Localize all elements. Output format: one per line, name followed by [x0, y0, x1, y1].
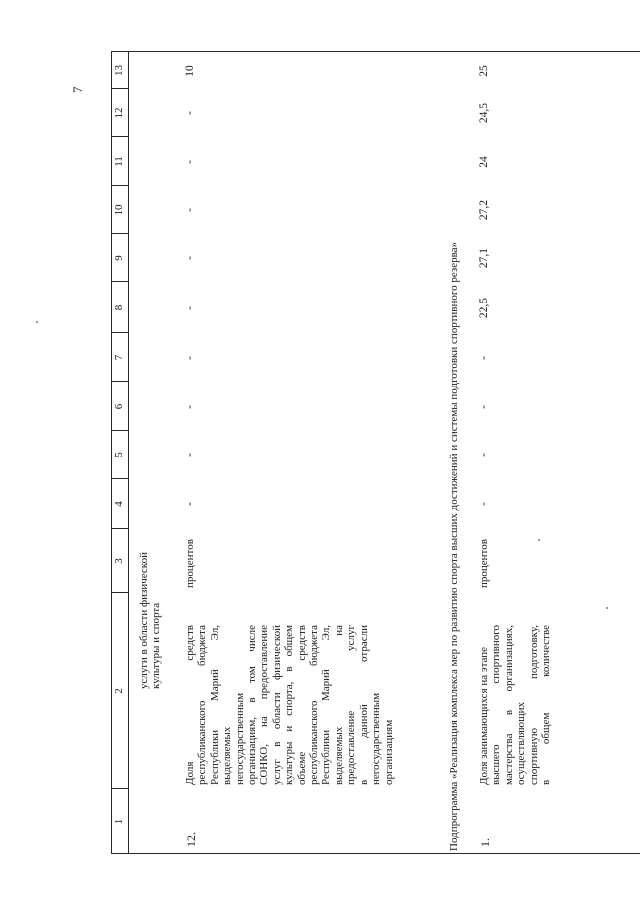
indicator-line: спортивную подготовку,: [527, 625, 540, 785]
indicator-line: предоставление услуг: [345, 625, 358, 785]
value-cell: -: [184, 502, 196, 506]
table-header-cell: 13: [113, 65, 125, 76]
indicator-line: высшего спортивного: [490, 625, 503, 785]
row-1-indicator: [478, 625, 552, 785]
indicator-line: организациям: [382, 719, 395, 785]
value-cell: -: [184, 405, 196, 409]
scan-speck: [538, 539, 540, 541]
value-cell: -: [478, 356, 490, 360]
value-cell: -: [184, 453, 196, 457]
table-header-cell: 6: [113, 403, 125, 410]
table-header-cell: 7: [113, 354, 125, 361]
row-12-number: 12.: [184, 832, 198, 847]
value-cell: -: [478, 502, 490, 506]
value-cell: -: [184, 111, 196, 115]
value-cell: 10: [184, 65, 196, 77]
table-header-cell: 4: [113, 501, 125, 507]
table-header-cell: 12: [113, 107, 125, 119]
indicator-line: услуг в области физической: [270, 625, 283, 785]
indicator-line: Доля средств: [184, 625, 196, 785]
row-12-unit: процентов: [184, 539, 196, 588]
table-header-cell: 10: [113, 204, 125, 216]
value-cell: 27,1: [478, 247, 490, 269]
value-cell: 22,5: [478, 297, 490, 319]
indicator-line: Республики Марий Эл,: [320, 625, 333, 785]
table-header-cell: 3: [113, 558, 125, 564]
continued-text: [138, 489, 163, 689]
continued-line: культуры и спорта: [150, 602, 163, 689]
indicator-line: в данной отрасли: [357, 625, 370, 785]
row-12-indicator: [184, 625, 395, 785]
table-column-border: [111, 51, 640, 52]
value-cell: -: [478, 405, 490, 409]
indicator-line: выделяемых на: [332, 625, 345, 785]
indicator-line: Республики Марий Эл,: [208, 625, 221, 785]
table-header-cell: 8: [113, 304, 125, 311]
indicator-line: негосударственным: [370, 692, 383, 785]
table-header-bottom-border: [128, 52, 129, 854]
page-number: 7: [70, 86, 85, 93]
scan-speck: [606, 607, 608, 609]
indicator-line: осуществляющих: [515, 702, 528, 785]
table-header-cell: 11: [113, 156, 125, 167]
row-1-number: 1.: [478, 838, 492, 847]
value-cell: -: [184, 256, 196, 260]
table-header-cell: 1: [113, 818, 125, 825]
indicator-line: мастерства в организациях,: [502, 625, 515, 785]
indicator-line: выделяемых: [221, 726, 234, 785]
value-cell: -: [184, 356, 196, 360]
row-1-unit: процентов: [478, 539, 490, 588]
scan-speck: [36, 321, 38, 323]
indicator-line: республиканского бюджета: [196, 625, 209, 785]
value-cell: -: [478, 453, 490, 457]
table-header-cell: 5: [113, 452, 125, 458]
indicator-line: негосударственным: [233, 692, 246, 785]
value-cell: 25: [478, 65, 490, 77]
value-cell: -: [184, 208, 196, 212]
indicator-line: культуры и спорта, в общем: [283, 625, 296, 785]
indicator-line: республиканского бюджета: [308, 625, 321, 785]
value-cell: 27,2: [478, 199, 490, 221]
indicator-line: объеме средств: [295, 625, 308, 785]
table-column-border: [111, 853, 640, 854]
indicator-line: организациям, в том числе: [246, 625, 259, 785]
continued-line: услуги в области физической: [138, 552, 150, 689]
indicator-line: Доля занимающихся на этапе: [478, 646, 490, 785]
value-cell: -: [184, 160, 196, 164]
value-cell: 24: [478, 156, 490, 168]
value-cell: -: [184, 306, 196, 310]
table-header-cell: 2: [113, 688, 125, 694]
value-cell: 24,5: [478, 102, 490, 124]
table-header-cell: 9: [113, 255, 125, 261]
indicator-line: СОНКО, на предоставление: [258, 625, 271, 785]
subprogram-title: Подпрограмма «Реализация комплекса мер по развитию спорта высших достижений и системы подготовки спортивного резерва»: [448, 241, 460, 851]
indicator-line: в общем количестве: [540, 625, 553, 785]
